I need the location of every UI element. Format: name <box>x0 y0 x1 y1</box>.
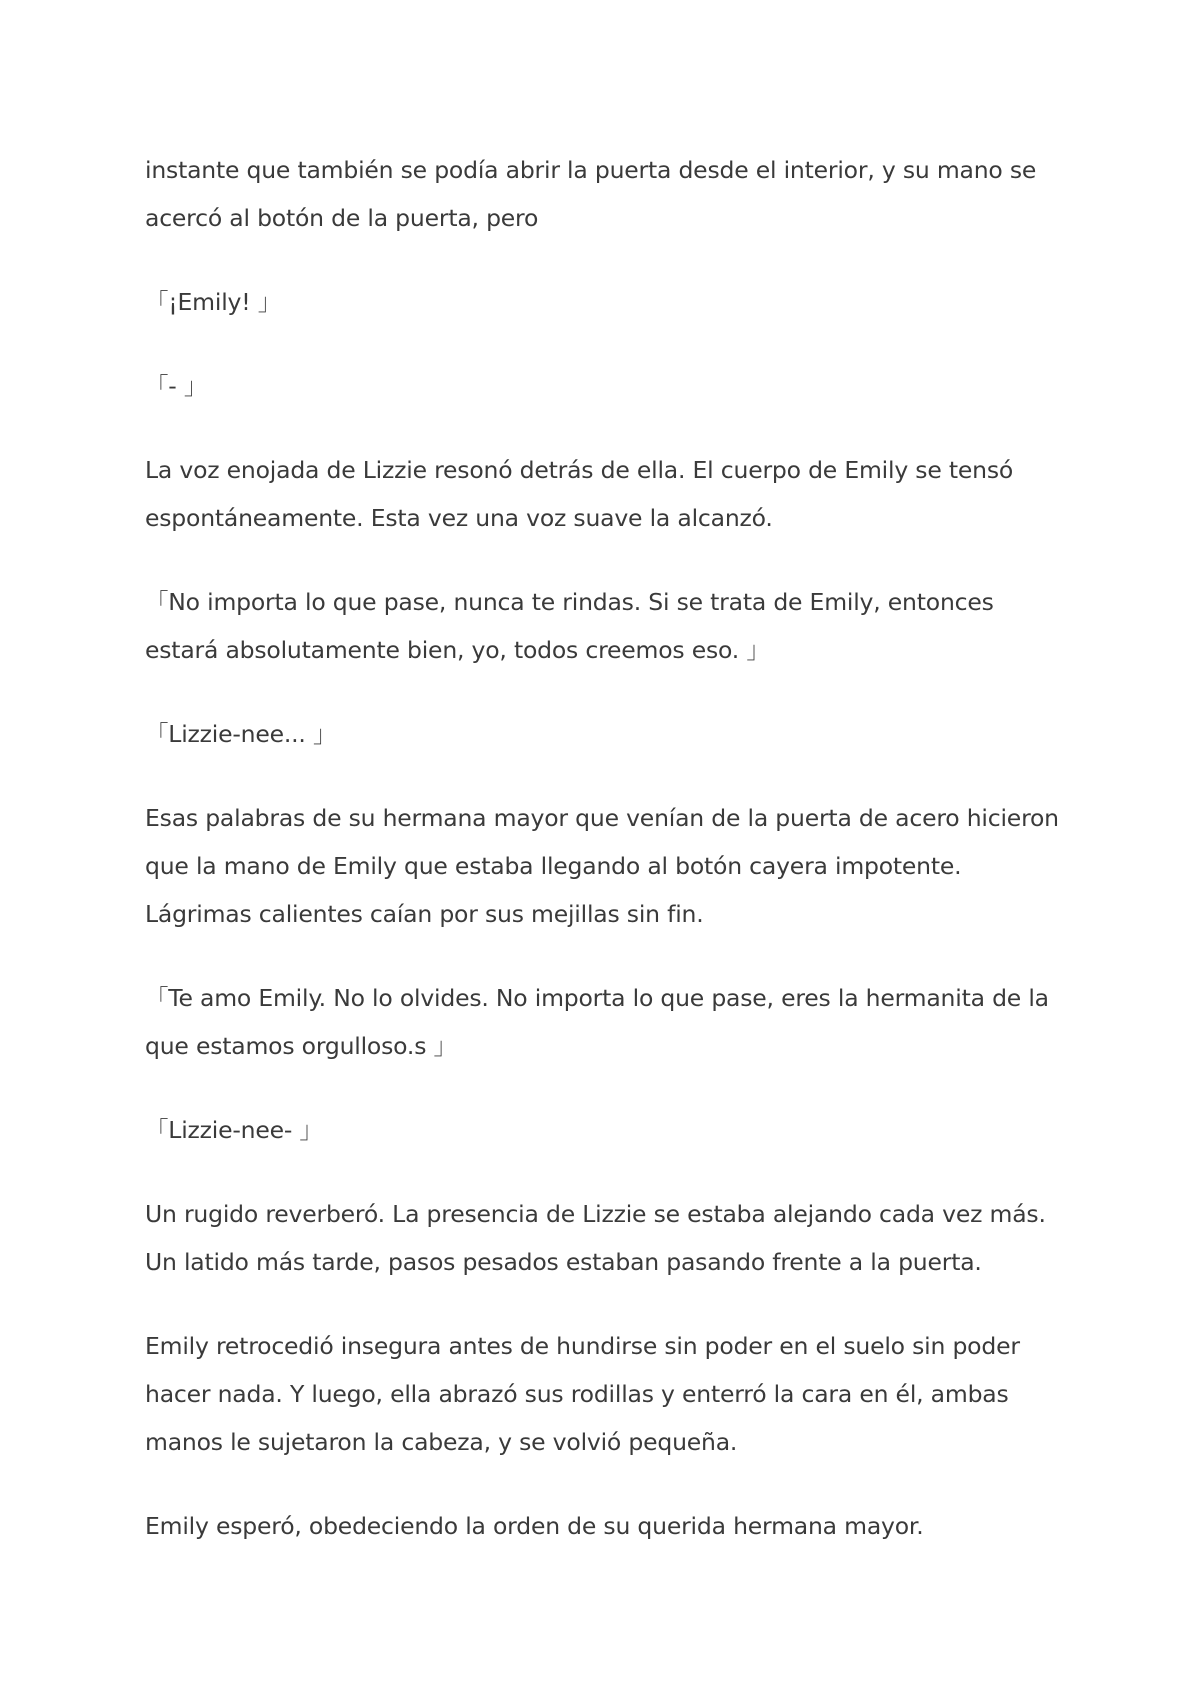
dialogue-line-2: 「- 」 <box>145 372 208 400</box>
document-body <box>145 146 1065 1586</box>
dialogue-line-1: 「¡Emily! 」 <box>145 288 282 316</box>
paragraph-2: La voz enojada de Lizzie resonó detrás de ella. El cuerpo de Emily se tensó espontáneamente. Esta vez una voz suave la alcanzó. <box>145 456 1014 532</box>
paragraph-4: Un rugido reverberó. La presencia de Lizzie se estaba alejando cada vez más. Un latido más tarde, pasos pesados estaban pasando frente a la puerta. <box>145 1200 1046 1276</box>
dialogue-line-4: 「Lizzie-nee... 」 <box>145 720 337 748</box>
dialogue-line-5: 「Te amo Emily. No lo olvides. No importa lo que pase, eres la hermanita de la que estamos orgulloso.s 」 <box>145 984 1049 1060</box>
dialogue-line-3: 「No importa lo que pase, nunca te rindas. Si se trata de Emily, entonces estará absolutamente bien, yo, todos creemos eso. 」 <box>145 588 994 664</box>
paragraph-1: instante que también se podía abrir la puerta desde el interior, y su mano se acercó al botón de la puerta, pero <box>145 156 1037 232</box>
paragraph-6: Emily esperó, obedeciendo la orden de su querida hermana mayor. <box>145 1512 924 1540</box>
paragraph-5: Emily retrocedió insegura antes de hundirse sin poder en el suelo sin poder hacer nada. Y luego, ella abrazó sus rodillas y enterró la cara en él, ambas manos le sujetaron la cabeza, y se volvió pequeña. <box>145 1332 1020 1456</box>
paragraph-3: Esas palabras de su hermana mayor que venían de la puerta de acero hicieron que la mano de Emily que estaba llegando al botón cayera impotente. Lágrimas calientes caían por sus mejillas sin fin. <box>145 804 1059 928</box>
dialogue-line-6: 「Lizzie-nee- 」 <box>145 1116 323 1144</box>
